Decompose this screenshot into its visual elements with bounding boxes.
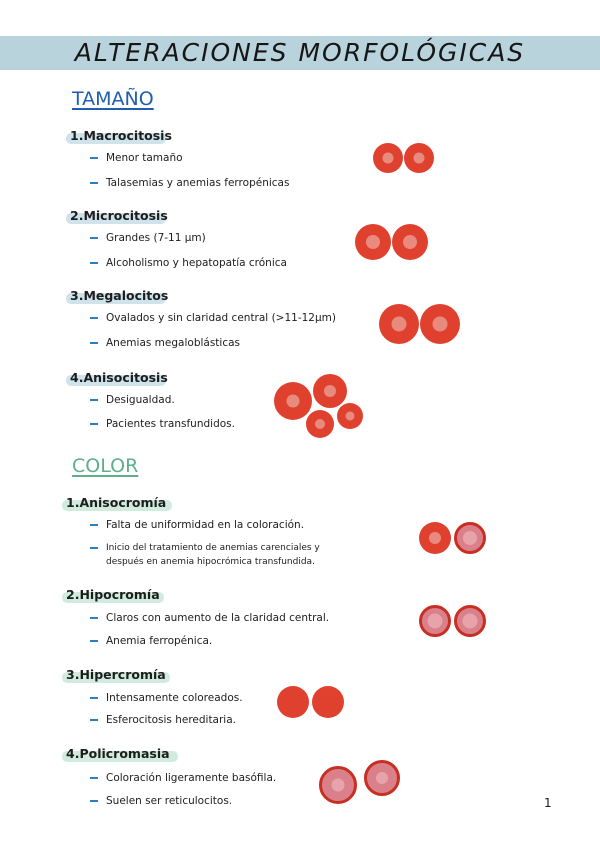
list-item: Anemias megaloblásticas — [90, 337, 240, 349]
red-blood-cell-icon — [274, 382, 312, 420]
dash-bullet-icon — [90, 237, 98, 239]
subheading: 1.Anisocromía — [66, 495, 167, 510]
list-item: Desigualdad. — [90, 394, 175, 406]
section-heading-tamano: TAMAÑO — [72, 88, 154, 110]
red-blood-cell-icon — [379, 304, 419, 344]
red-blood-cell-icon — [313, 374, 347, 408]
subheading: 3.Hipercromía — [66, 667, 166, 682]
dash-bullet-icon — [90, 317, 98, 319]
subheading: 4.Anisocitosis — [70, 370, 168, 385]
list-item: Claros con aumento de la claridad central. — [90, 612, 329, 624]
pale-red-blood-cell-icon — [454, 522, 486, 554]
list-item: Coloración ligeramente basófila. — [90, 772, 276, 784]
dash-bullet-icon — [90, 640, 98, 642]
list-item: Pacientes transfundidos. — [90, 418, 235, 430]
red-blood-cell-icon — [420, 304, 460, 344]
dash-bullet-icon — [90, 423, 98, 425]
list-item: Inicio del tratamiento de anemias carenciales y — [90, 543, 320, 553]
red-blood-cell-icon — [337, 403, 363, 429]
list-item: Menor tamaño — [90, 152, 183, 164]
dash-bullet-icon — [90, 399, 98, 401]
pale-red-blood-cell-icon — [454, 605, 486, 637]
red-blood-cell-icon — [419, 522, 451, 554]
subheading: 4.Policromasia — [66, 746, 170, 761]
list-item: Talasemias y anemias ferropénicas — [90, 177, 289, 189]
subheading: 1.Macrocitosis — [70, 128, 172, 143]
section-heading-color: COLOR — [72, 455, 139, 477]
list-item: Ovalados y sin claridad central (>11-12µm) — [90, 312, 336, 324]
pale-red-blood-cell-icon — [319, 766, 357, 804]
red-blood-cell-icon — [392, 224, 428, 260]
dash-bullet-icon — [90, 262, 98, 264]
dash-bullet-icon — [90, 777, 98, 779]
dash-bullet-icon — [90, 719, 98, 721]
pale-red-blood-cell-icon — [364, 760, 400, 796]
dash-bullet-icon — [90, 342, 98, 344]
list-item-continuation: después en anemia hipocrómica transfundida. — [106, 557, 315, 567]
list-item: Alcoholismo y hepatopatía crónica — [90, 257, 287, 269]
list-item: Intensamente coloreados. — [90, 692, 243, 704]
red-blood-cell-icon — [355, 224, 391, 260]
page-number: 1 — [544, 796, 552, 810]
subheading: 2.Microcitosis — [70, 208, 168, 223]
subheading: 3.Megalocitos — [70, 288, 169, 303]
dash-bullet-icon — [90, 524, 98, 526]
red-blood-cell-icon — [277, 686, 309, 718]
list-item: Esferocitosis hereditaria. — [90, 714, 236, 726]
red-blood-cell-icon — [373, 143, 403, 173]
dash-bullet-icon — [90, 182, 98, 184]
red-blood-cell-icon — [306, 410, 334, 438]
dash-bullet-icon — [90, 617, 98, 619]
list-item: Grandes (7-11 µm) — [90, 232, 206, 244]
dash-bullet-icon — [90, 800, 98, 802]
list-item: Anemia ferropénica. — [90, 635, 212, 647]
red-blood-cell-icon — [404, 143, 434, 173]
page-title: ALTERACIONES MORFOLÓGICAS — [74, 38, 526, 67]
pale-red-blood-cell-icon — [419, 605, 451, 637]
dash-bullet-icon — [90, 547, 98, 549]
list-item: Suelen ser reticulocitos. — [90, 795, 232, 807]
list-item: Falta de uniformidad en la coloración. — [90, 519, 304, 531]
dash-bullet-icon — [90, 157, 98, 159]
red-blood-cell-icon — [312, 686, 344, 718]
subheading: 2.Hipocromía — [66, 587, 160, 602]
dash-bullet-icon — [90, 697, 98, 699]
